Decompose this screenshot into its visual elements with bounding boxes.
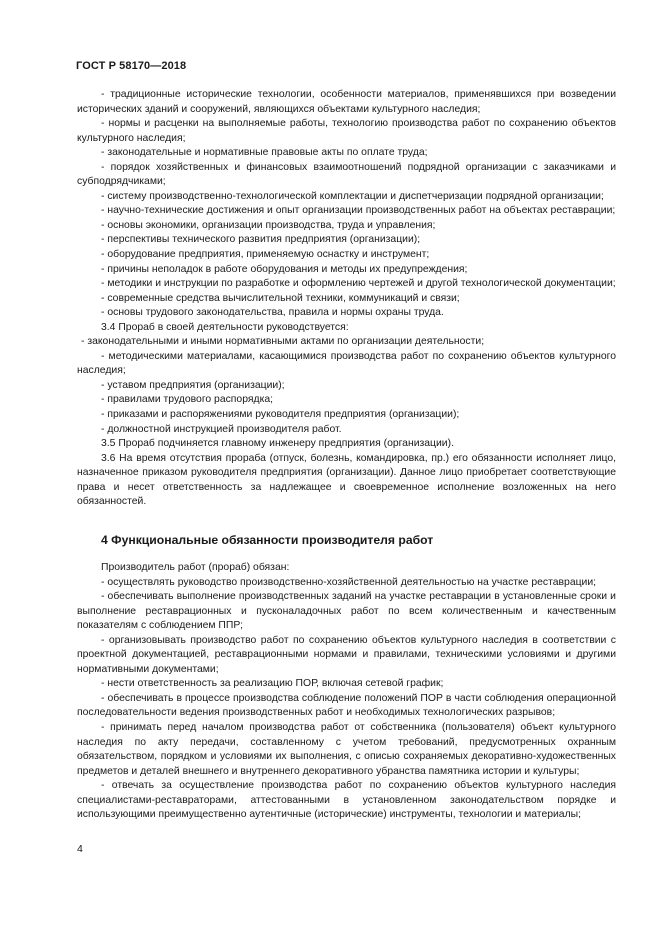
list-item: - нормы и расценки на выполняемые работы, технологию производства работ по сохранению объектов культурного наследия; bbox=[77, 118, 616, 144]
section-heading: 4 Функциональные обязанности производителя работ bbox=[101, 533, 434, 547]
list-item: - должностной инструкцией производителя работ. bbox=[101, 423, 342, 435]
list-item: - отвечать за осуществление производства работ по сохранению объектов культурного наследия специалистами-реставраторами, аттестованными в установленном законодательством порядке и использующими преимущественно аутентичные (исторические) инструменты, технологии и материалы; bbox=[77, 780, 616, 821]
clause-3-5: 3.5 Прораб подчиняется главному инженеру предприятия (организации). bbox=[101, 438, 454, 450]
list-item: - систему производственно-технологической комплектации и диспетчеризации подрядной организации; bbox=[101, 190, 604, 202]
list-item: - порядок хозяйственных и финансовых взаимоотношений подрядной организации с заказчиками и субподрядчиками; bbox=[77, 161, 616, 188]
list-item: - причины неполадок в работе оборудования и методы их предупреждения; bbox=[101, 263, 468, 275]
requirements-list bbox=[77, 88, 616, 510]
duties-list bbox=[77, 561, 616, 823]
list-item: - правилами трудового распорядка; bbox=[101, 394, 274, 406]
clause-3-4: 3.4 Прораб в своей деятельности руководствуется: bbox=[101, 321, 349, 333]
list-item: - обеспечивать выполнение производственных заданий на участке реставрации в установленные сроки и выполнение реставрационных и пусконаладочных работ по всем количественным и качественным показателям с соблюдением ППР; bbox=[77, 591, 616, 632]
list-item: - методическими материалами, касающимися производства работ по сохранению объектов культурного наследия; bbox=[77, 350, 616, 377]
list-item: - осуществлять руководство производственно-хозяйственной деятельностью на участке реставрации; bbox=[101, 576, 597, 588]
clause-3-6: 3.6 На время отсутствия прораба (отпуск, болезнь, командировка, пр.) его обязанности исполняет лицо, назначенное приказом руководителя предприятия (организации). Данное лицо приобретает соответствующие права и несет ответственность за надлежащее и своевременное исполнение возложенных на него обязанностей. bbox=[77, 452, 616, 508]
list-item: - законодательными и иными нормативными актами по организации деятельности; bbox=[81, 336, 485, 348]
list-item: - оборудование предприятия, применяемую оснастку и инструмент; bbox=[101, 249, 430, 261]
list-item: - современные средства вычислительной техники, коммуникаций и связи; bbox=[101, 292, 460, 304]
list-item: - традиционные исторические технологии, особенности материалов, применявшихся при возведении исторических зданий и сооружений, являющихся объектами культурного наследия; bbox=[77, 89, 616, 115]
list-item: - организовывать производство работ по сохранению объектов культурного наследия в соответствии с проектной документацией, реставрационными нормами и правилами, техническими условиями и другими нормативными документами; bbox=[77, 634, 616, 675]
list-item: - обеспечивать в процессе производства соблюдение положений ПОР в части соблюдения операционной последовательности ведения производственных работ и необходимых технологических разрывов; bbox=[77, 692, 616, 719]
list-item: - основы экономики, организации производства, труда и управления; bbox=[101, 219, 436, 231]
list-item: - уставом предприятия (организации); bbox=[101, 379, 285, 391]
list-item: - методики и инструкции по разработке и оформлению чертежей и другой технологической документации; bbox=[101, 278, 616, 290]
list-item: - нести ответственность за реализацию ПОР, включая сетевой график; bbox=[101, 678, 444, 690]
list-item: - принимать перед началом производства работ от собственника (пользователя) объект культурного наследия по акту передачи, составленному с учетом требований, предусмотренных охранным обязательством, порядком и условиями их выполнения, с описью сохраняемых декоративно-художественных предметов и деталей внешнего и внутреннего декоративного убранства памятника истории и культуры; bbox=[77, 722, 616, 777]
list-item: - приказами и распоряжениями руководителя предприятия (организации); bbox=[101, 409, 460, 421]
duties-intro: Производитель работ (прораб) обязан: bbox=[101, 562, 290, 573]
list-item: - основы трудового законодательства, правила и нормы охраны труда. bbox=[101, 307, 444, 319]
list-item: - законодательные и нормативные правовые акты по оплате труда; bbox=[101, 147, 428, 159]
page-number: 4 bbox=[77, 843, 83, 855]
document-code: ГОСТ Р 58170—2018 bbox=[76, 60, 187, 72]
list-item: - научно-технические достижения и опыт организации производственных работ на объектах реставрации; bbox=[101, 205, 616, 217]
list-item: - перспективы технического развития предприятия (организации); bbox=[101, 234, 421, 246]
